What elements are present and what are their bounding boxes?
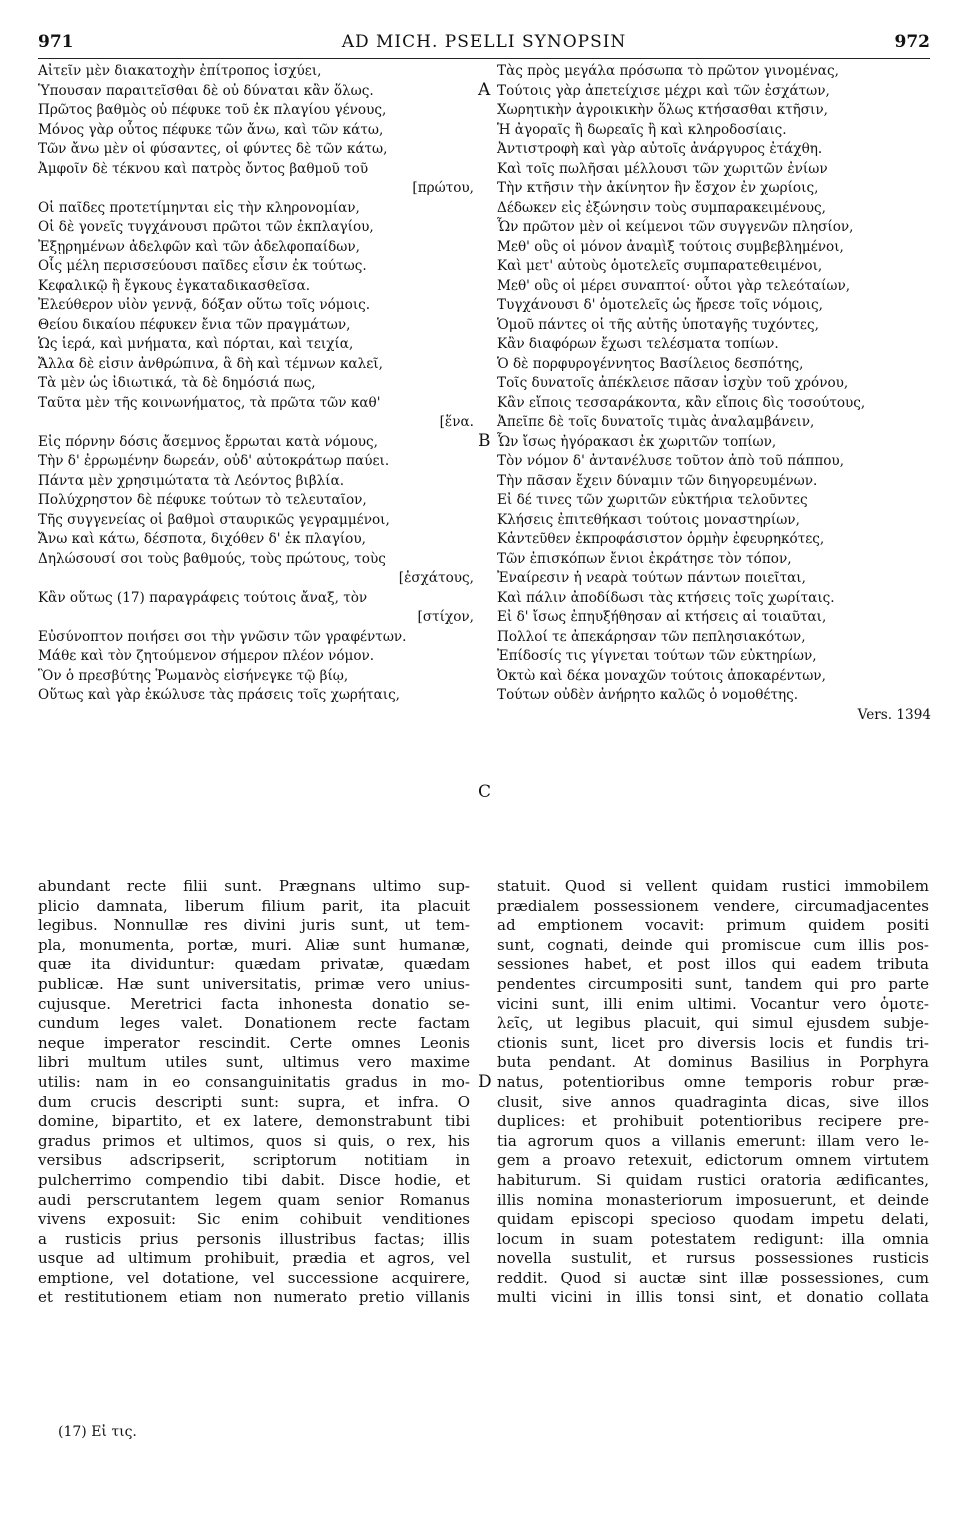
latin-column-left — [38, 877, 470, 1308]
latin-column-right — [497, 877, 929, 1308]
verse-line: Τοῖς δυνατοῖς ἀπέκλεισε πᾶσαν ἰσχὺν τοῦ χρόνου, — [497, 375, 849, 391]
verse-line: Δηλώσουσί σοι τοὺς βαθμούς, τοὺς πρώτους, τοὺς — [38, 550, 386, 567]
verse-number-label: Vers. 1394 — [857, 706, 931, 723]
verse-line: Ἐπίδοσίς τις γίγνεται τούτων τῶν εὐκτηρίων, — [497, 648, 817, 664]
translation-line: pendentes circumpositi sunt, tandem qui pro parte — [497, 974, 929, 993]
verse-line: Ἐξῃρημένων ἀδελφῶν καὶ τῶν ἀδελφοπαίδων, — [38, 238, 360, 255]
verse-line: Ὁμοῦ πάντες οἱ τῆς αὐτῆς ὑποταγῆς τυχόντες, — [497, 316, 819, 333]
verse-line: Ἄλλα δὲ εἰσιν ἀνθρώπινα, ἃ δὴ καὶ τέμνων καλεῖ, — [38, 355, 383, 372]
verse-line: Ὧν ἴσως ἠγόρακασι ἐκ χωριτῶν τοπίων, — [497, 433, 777, 450]
translation-line: legibus. Nonnullæ res divini juris sunt, ut tem- — [38, 916, 470, 935]
verse-line: Ὧν πρῶτον μὲν οἱ κείμενοι τῶν συγγενῶν πλησίον, — [497, 219, 854, 235]
translation-line: ad emptionem vocavit: primum quidem positi — [497, 916, 929, 935]
verse-line: Πολύχρηστον δὲ πέφυκε τούτων τὸ τελευταῖον, — [38, 492, 367, 508]
verse-line: Κἀντεῦθεν ἐκπροφάσιστον ὁρμὴν ἐφευρηκότες, — [497, 531, 825, 547]
margin-marker-d: D — [478, 1072, 492, 1092]
header-rule — [38, 58, 930, 59]
verse-line: Τῆς συγγενείας οἱ βαθμοὶ σταυρικῶς γεγραμμένοι, — [38, 511, 390, 528]
translation-line: et restitutionem etiam non numerato pretio villanis — [38, 1288, 470, 1307]
translation-line: statuit. Quod si vellent quidam rustici immobilem — [497, 877, 929, 895]
verse-line: Οἱ δὲ γονεῖς τυγχάνουσι πρῶτοι τῶν ἐκπλαγίου, — [38, 219, 374, 235]
verse-line: Εἰ δέ τινες τῶν χωριτῶν εὐκτήρια τελοῦντες — [497, 492, 808, 508]
translation-line: cujusque. Meretrici facta inhonesta donatio se- — [38, 994, 470, 1013]
translation-line: λεῖς, ut legibus placuit, qui simul ejusdem subje- — [497, 1014, 929, 1033]
translation-line: audi perscrutantem legem quam senior Romanus — [38, 1190, 470, 1209]
verse-line: [ἐσχάτους, — [398, 570, 474, 586]
page-number-left: 971 — [38, 32, 74, 52]
translation-line: neque imperator rescindit. Certe omnes Leonis — [38, 1033, 470, 1052]
greek-column-right — [497, 62, 931, 725]
verse-line: [ἕνα. — [439, 414, 474, 430]
verse-line: Θείου δικαίου πέφυκεν ἔνια τῶν πραγμάτων, — [38, 316, 351, 333]
verse-line: Ὁ δὲ πορφυρογέννητος Βασίλειος δεσπότης, — [497, 355, 804, 372]
verse-line: Πολλοί τε ἀπεκάρησαν τῶν πεπλησιακότων, — [497, 628, 806, 645]
translation-line: natus, potentioribus omne temporis robur præ- — [497, 1072, 929, 1091]
translation-line: pla, monumenta, portæ, muri. Aliæ sunt humanæ, — [38, 935, 470, 954]
translation-line: buta pendant. At dominus Basilius in Porphyra — [497, 1053, 929, 1072]
translation-line: reddit. Quod si auctæ sint illæ possessiones, cum — [497, 1268, 929, 1287]
footnote: (17) Εἰ τις. — [58, 1424, 137, 1440]
verse-line: Κεφαλικῷ ἢ ἔγκους ἐγκαταδικασθεῖσα. — [38, 277, 311, 294]
verse-line: Τυγχάνουσι δ' ὁμοτελεῖς ὡς ἤρεσε τοῖς νόμοις, — [497, 297, 823, 313]
translation-line: sessiones habet, et post illos qui eadem tributa — [497, 955, 929, 974]
verse-line: Μάθε καὶ τὸν ζητούμενον σήμερον πλέον νόμον. — [38, 648, 375, 664]
verse-line: Δέδωκεν εἰς ἐξώνησιν τοὺς συμπαρακειμένους, — [497, 199, 826, 216]
verse-line: Ἄνω καὶ κάτω, δέσποτα, διχόθεν δ' ἐκ πλαγίου, — [38, 531, 366, 547]
verse-line: [πρώτου, — [412, 180, 474, 196]
verse-line: Καὶ πάλιν ἀποδίδωσι τὰς κτήσεις τοῖς χωρίταις. — [497, 589, 835, 606]
translation-line: locum in suam potestatem redigunt: illa omnia — [497, 1229, 929, 1248]
verse-line: Μεθ' οὓς οἱ μόνον ἀναμὶξ τούτοις συμβεβλημένοι, — [497, 238, 844, 255]
translation-line: illis nomina monasteriorum imposuerunt, et deinde — [497, 1190, 929, 1209]
verse-line: Χωρητικὴν ἀγροικικὴν ὅλως κτήσασθαι κτῆσιν, — [497, 102, 828, 118]
verse-line: Ἐλεύθερον υἱὸν γεννᾷ, δόξαν οὕτω τοῖς νόμοις. — [38, 297, 371, 313]
verse-line: Εὐσύνοπτον ποιήσει σοι τὴν γνῶσιν τῶν γραφέντων. — [38, 628, 407, 645]
translation-line: a rusticis prius personis illustribus factas; illis — [38, 1229, 470, 1248]
verse-line: Ἀπεῖπε δὲ τοῖς δυνατοῖς τιμὰς ἀναλαμβάνειν, — [497, 414, 815, 430]
verse-line: Καὶ μετ' αὐτοὺς ὁμοτελεῖς συμπαρατεθειμένοι, — [497, 258, 823, 274]
translation-line: clusit, sive annos quadraginta dicas, sive illos — [497, 1092, 929, 1111]
verse-line: Εἰ δ' ἴσως ἐπηυξήθησαν αἱ κτήσεις αἱ τοιαῦται, — [497, 609, 827, 625]
verse-line: Ἡ ἀγοραῖς ἢ δωρεαῖς ἢ καὶ κληροδοσίαις. — [497, 121, 787, 138]
translation-line: utilis: nam in eo consanguinitatis gradus in mo- — [38, 1072, 470, 1091]
verse-line: Πρῶτος βαθμὸς οὐ πέφυκε τοῦ ἐκ πλαγίου γένους, — [38, 102, 387, 118]
translation-line: duplices: et prohibuit potentioribus recipere pre- — [497, 1112, 929, 1131]
verse-line: Ταῦτα μὲν τῆς κοινωνήματος, τὰ πρῶτα τῶν καθ' — [38, 394, 381, 411]
running-title: AD MICH. PSELLI SYNOPSIN — [341, 32, 627, 52]
verse-line: Αἰτεῖν μὲν διακατοχὴν ἐπίτροπος ἰσχύει, — [38, 63, 322, 79]
translation-line: libri multum utiles sunt, ultimus vero maxime — [38, 1053, 470, 1072]
verse-line: Τούτοις γὰρ ἀπετείχισε μέχρι καὶ τῶν ἐσχάτων, — [497, 82, 830, 99]
verse-line: Κἂν οὕτως (17) παραγράφεις τούτοις ἄναξ, τὸν — [38, 589, 368, 606]
translation-line: gradus primos et ultimos, quos si quis, o rex, his — [38, 1131, 470, 1150]
verse-line: Τὰ μὲν ὡς ἰδιωτικά, τὰ δὲ δημόσιά πως, — [38, 375, 316, 391]
verse-line: Ὀκτὼ καὶ δέκα μοναχῶν τούτοις ἀποκαρέντων, — [497, 667, 826, 684]
verse-line: Τῶν ἄνω μὲν οἱ φύσαντες, οἱ φύντες δὲ τῶν κάτω, — [38, 141, 388, 157]
verse-line: Μεθ' οὓς οἱ μέρει συναπτοί· οὗτοι γὰρ τελεόταίων, — [497, 277, 851, 294]
verse-line: Τὴν πᾶσαν ἔχειν δύναμιν τῶν διηγορευμένων. — [497, 472, 818, 489]
verse-line: Πάντα μὲν χρησιμώτατα τὰ Λεόντος βιβλία. — [38, 472, 345, 489]
translation-line: habiturum. Si quidam rustici oratoria ædificantes, — [497, 1170, 929, 1189]
translation-line: versibus adscripserit, scriptorum notitiam in — [38, 1151, 470, 1170]
verse-line: Οἷς μέλη περισσεύουσι παῖδες εἶσιν ἐκ τούτως. — [38, 258, 367, 274]
verse-line: Ὑπουσαν παραιτεῖσθαι δὲ οὐ δύναται κἂν ὅλως. — [38, 82, 374, 99]
verse-line: Τούτων οὐδὲν ἀνήρητο καλῶς ὁ νομοθέτης. — [497, 687, 799, 703]
verse-line: Ἀμφοῖν δὲ τέκνου καὶ πατρὸς ὄντος βαθμοῦ τοῦ — [38, 160, 369, 177]
verse-line: Μόνος γὰρ οὗτος πέφυκε τῶν ἄνω, καὶ τῶν κάτω, — [38, 121, 384, 138]
verse-line: Κἂν διαφόρων ἔχωσι τελέσματα τοπίων. — [497, 336, 779, 352]
verse-line: Ὃν ὁ πρεσβύτης Ῥωμανὸς εἰσήνεγκε τῷ βίῳ, — [38, 667, 349, 684]
verse-line: Ἀντιστροφὴ καὶ γὰρ αὐτοῖς ἀνάργυρος ἐτάχθη. — [497, 141, 823, 157]
verse-line: [στίχον, — [417, 609, 474, 625]
translation-line: plicio damnata, liberum filium parit, ita placuit — [38, 896, 470, 915]
translation-line: sunt, cognati, deinde qui promiscue cum illis pos- — [497, 935, 929, 954]
greek-column-left — [38, 62, 478, 706]
verse-line: Κλήσεις ἐπιτεθήκασι τούτοις μοναστηρίων, — [497, 511, 800, 528]
translation-line: emptione, vel dotatione, vel successione acquirere, — [38, 1268, 470, 1287]
verse-line: Τὴν κτῆσιν τὴν ἀκίνητον ἣν ἔσχον ἐν χωρίοις, — [497, 180, 819, 196]
margin-marker-a: A — [478, 80, 491, 100]
page-header — [38, 32, 930, 58]
margin-marker-c: C — [478, 782, 492, 802]
verse-line: Καὶ τοῖς πωλῆσαι μέλλουσι τῶν χωριτῶν ἐνίων — [497, 160, 828, 177]
verse-line: Τὸν νόμον δ' ἀντανέλυσε τοῦτον ἀπὸ τοῦ πάππου, — [497, 453, 845, 469]
verse-line: Τὰς πρὸς μεγάλα πρόσωπα τὸ πρῶτον γινομένας, — [497, 63, 839, 79]
translation-line: vivens exposuit: Sic enim cohibuit venditiones — [38, 1210, 470, 1229]
translation-line: domine, bipartito, et ex latere, demonstrabunt tibi — [38, 1112, 470, 1131]
translation-line: quæ ita dividuntur: quædam privatæ, quædam — [38, 955, 470, 974]
translation-line: novella sustulit, et rursus possessiones rusticis — [497, 1249, 929, 1268]
translation-line: publicæ. Hæ sunt universitatis, primæ vero unius- — [38, 974, 470, 993]
translation-line: vicini sunt, illi enim ultimi. Vocantur vero ὁμοτε- — [497, 994, 929, 1013]
verse-line: Τῶν ἐπισκόπων ἔνιοι ἐκράτησε τὸν τόπον, — [497, 550, 792, 567]
verse-line: Ἐναίρεσιν ἡ νεαρὰ τούτων πάντων ποιεῖται, — [497, 570, 806, 586]
page-number-right: 972 — [894, 32, 930, 52]
translation-line: dum crucis descripti sunt: supra, et infra. O — [38, 1092, 470, 1111]
verse-line: Οὕτως καὶ γὰρ ἐκώλυσε τὰς πράσεις τοῖς χωρήταις, — [38, 687, 401, 703]
translation-line: ctionis sunt, licet pro diversis locis et fundis tri- — [497, 1033, 929, 1052]
margin-marker-b: B — [478, 431, 491, 451]
verse-line: Εἰς πόρνην δόσις ἄσεμνος ἔρρωται κατὰ νόμους, — [38, 433, 378, 450]
translation-line: multi vicini in illis tonsi sint, et donatio collata — [497, 1288, 929, 1307]
translation-line: quidam episcopi specioso quodam impetu delati, — [497, 1210, 929, 1229]
translation-line: cundum leges valet. Donationem recte factam — [38, 1014, 470, 1033]
verse-line: Οἱ παῖδες προτετίμηνται εἰς τὴν κληρονομίαν, — [38, 199, 360, 216]
translation-line: tia agrorum quos a villanis emerunt: illam vero le- — [497, 1131, 929, 1150]
translation-line: usque ad ultimum prohibuit, prædia et agros, vel — [38, 1249, 470, 1268]
translation-line: pulcherrimo compendio tibi dabit. Disce hodie, et — [38, 1170, 470, 1189]
translation-line: abundant recte filii sunt. Prægnans ultimo sup- — [38, 877, 470, 895]
verse-line: Τὴν δ' ἐρρωμένην δωρεάν, οὐδ' αὐτοκράτωρ παύει. — [38, 453, 390, 469]
translation-line: gem a proavo retexuit, edictorum omnem virtutem — [497, 1151, 929, 1170]
translation-line: prædialem possessionem vendere, circumadjacentes — [497, 896, 929, 915]
verse-line: Ὡς ἱερά, καὶ μνήματα, καὶ πόρται, καὶ τειχία, — [38, 336, 354, 352]
verse-line: Κἂν εἴποις τεσσαράκοντα, κἂν εἴποις δὶς τοσούτους, — [497, 394, 866, 411]
